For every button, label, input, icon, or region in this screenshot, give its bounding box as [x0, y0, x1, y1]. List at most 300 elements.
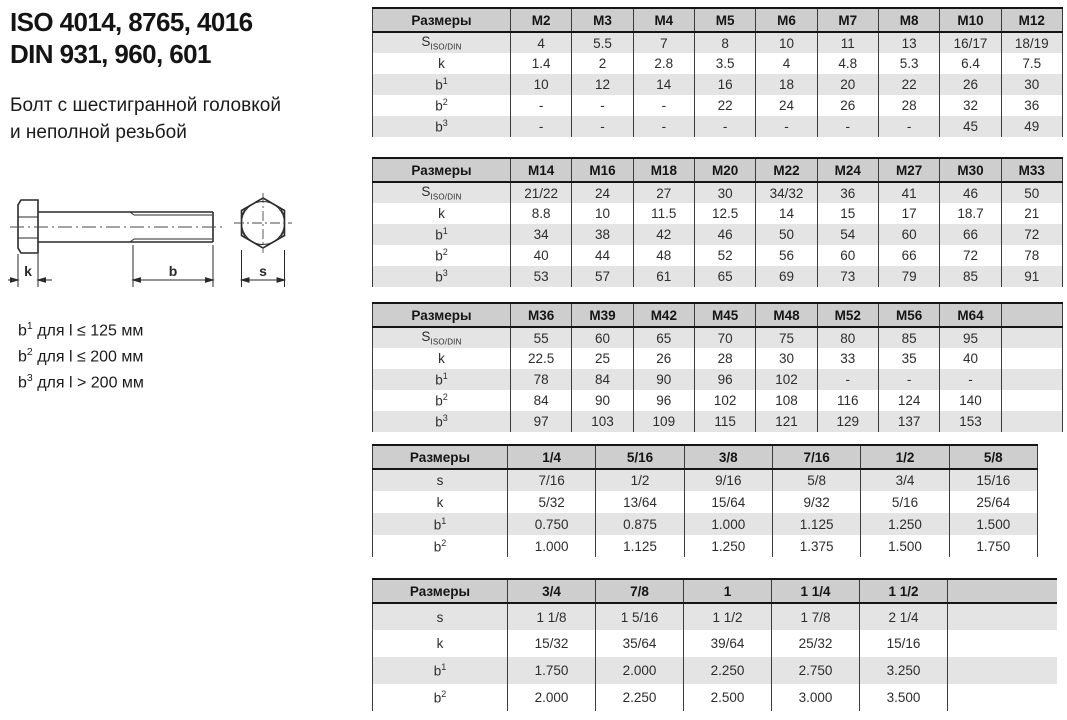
- value-cell: 73: [817, 266, 878, 287]
- size-column-header: M6: [756, 8, 817, 32]
- table-row: [373, 390, 1063, 411]
- metric-table-m2-m12: [372, 7, 1063, 137]
- table-row: [373, 513, 1038, 535]
- row-label: $b^1$: [373, 657, 508, 684]
- dimension-table: [372, 444, 1038, 557]
- size-column-header: M30: [940, 158, 1001, 182]
- size-column-header: M22: [756, 158, 817, 182]
- table-header-row: [373, 8, 1063, 32]
- dim-label-k: k: [24, 263, 32, 279]
- size-column-header: 5/16: [596, 445, 684, 469]
- value-cell: 24: [572, 182, 633, 203]
- dimension-table: [372, 7, 1063, 137]
- table-row: [373, 74, 1063, 95]
- din-standards-title: DIN 931, 960, 601: [10, 39, 211, 69]
- value-cell: 40: [511, 245, 572, 266]
- corner-header: Размеры: [373, 8, 511, 32]
- value-cell: 0.750: [508, 513, 596, 535]
- value-cell: 44: [572, 245, 633, 266]
- table-row: [373, 491, 1038, 513]
- value-cell: 52: [694, 245, 755, 266]
- table-row: [373, 266, 1063, 287]
- size-column-header: [948, 579, 1058, 603]
- value-cell: 60: [817, 245, 878, 266]
- value-cell: 96: [694, 369, 755, 390]
- table-header-row: [373, 579, 1058, 603]
- value-cell: 11: [817, 32, 878, 53]
- table-row: [373, 32, 1063, 53]
- value-cell: 28: [694, 348, 755, 369]
- dimension-k: [8, 254, 52, 287]
- corner-header: Размеры: [373, 158, 511, 182]
- value-cell: 42: [633, 224, 694, 245]
- inch-table-quarter-to-fiveeighths: [372, 444, 1038, 557]
- value-cell: 80: [817, 327, 878, 348]
- value-cell: 153: [940, 411, 1001, 432]
- value-cell: 25: [572, 348, 633, 369]
- value-cell: 1.750: [949, 535, 1037, 557]
- value-cell: 91: [1001, 266, 1062, 287]
- value-cell: 18: [756, 74, 817, 95]
- size-column-header: M18: [633, 158, 694, 182]
- value-cell: 3/4: [861, 469, 949, 491]
- value-cell: -: [756, 116, 817, 137]
- value-cell: 36: [817, 182, 878, 203]
- value-cell: 33: [817, 348, 878, 369]
- table-row: [373, 327, 1063, 348]
- value-cell: 27: [633, 182, 694, 203]
- value-cell: -: [572, 116, 633, 137]
- row-label: $b^2$: [373, 95, 511, 116]
- value-cell: 102: [756, 369, 817, 390]
- value-cell: 79: [878, 266, 939, 287]
- size-column-header: M12: [1001, 8, 1062, 32]
- value-cell: 2.8: [633, 53, 694, 74]
- thread-length-legend: [18, 316, 144, 393]
- value-cell: 1.4: [511, 53, 572, 74]
- size-column-header: 1: [684, 579, 772, 603]
- value-cell: 95: [940, 327, 1001, 348]
- value-cell: 70: [694, 327, 755, 348]
- value-cell: -: [694, 116, 755, 137]
- value-cell: 28: [878, 95, 939, 116]
- row-label: $S_{ISO/DIN}$: [373, 327, 511, 348]
- value-cell: 6.4: [940, 53, 1001, 74]
- value-cell: 3.000: [772, 684, 860, 711]
- row-label: $b^3$: [373, 116, 511, 137]
- value-cell: 22: [694, 95, 755, 116]
- value-cell: 22: [878, 74, 939, 95]
- value-cell: 60: [878, 224, 939, 245]
- hex-head-side-view: [18, 200, 38, 253]
- value-cell: -: [511, 116, 572, 137]
- value-cell: 2.750: [772, 657, 860, 684]
- value-cell: 53: [511, 266, 572, 287]
- table-row: [373, 411, 1063, 432]
- value-cell: 15: [817, 203, 878, 224]
- value-cell: 13: [878, 32, 939, 53]
- row-label: $b^1$: [373, 369, 511, 390]
- value-cell: 90: [633, 369, 694, 390]
- value-cell: 3.250: [860, 657, 948, 684]
- metric-table-m36-m64: [372, 302, 1063, 432]
- size-column-header: M5: [694, 8, 755, 32]
- empty-cell: [948, 630, 1058, 657]
- row-label: $S_{ISO/DIN}$: [373, 182, 511, 203]
- size-column-header: 1/4: [508, 445, 596, 469]
- value-cell: 129: [817, 411, 878, 432]
- table-row: [373, 95, 1063, 116]
- size-column-header: 7/8: [596, 579, 684, 603]
- inch-table-threequarter-to-oneandhalf: [372, 578, 1057, 711]
- value-cell: 17: [878, 203, 939, 224]
- value-cell: 3.500: [860, 684, 948, 711]
- value-cell: 8.8: [511, 203, 572, 224]
- table-row: [373, 369, 1063, 390]
- value-cell: 15/16: [949, 469, 1037, 491]
- size-column-header: M42: [633, 303, 694, 327]
- value-cell: 35/64: [596, 630, 684, 657]
- table-row: [373, 684, 1058, 711]
- empty-cell: [1001, 369, 1062, 390]
- size-column-header: M16: [572, 158, 633, 182]
- value-cell: 55: [511, 327, 572, 348]
- table-row: [373, 182, 1063, 203]
- value-cell: 35: [878, 348, 939, 369]
- value-cell: 1 7/8: [772, 603, 860, 630]
- row-label: k: [373, 203, 511, 224]
- value-cell: 7/16: [508, 469, 596, 491]
- value-cell: 109: [633, 411, 694, 432]
- size-column-header: M24: [817, 158, 878, 182]
- value-cell: -: [878, 369, 939, 390]
- value-cell: 9/16: [684, 469, 772, 491]
- size-column-header: 5/8: [949, 445, 1037, 469]
- value-cell: 65: [694, 266, 755, 287]
- value-cell: 16/17: [940, 32, 1001, 53]
- legend-line-b1: $b^1$ для l ≤ 125 мм: [18, 320, 144, 340]
- dimension-table: [372, 578, 1057, 711]
- value-cell: 21/22: [511, 182, 572, 203]
- value-cell: 26: [817, 95, 878, 116]
- value-cell: 32: [940, 95, 1001, 116]
- value-cell: 121: [756, 411, 817, 432]
- value-cell: 50: [756, 224, 817, 245]
- value-cell: 124: [878, 390, 939, 411]
- value-cell: -: [878, 116, 939, 137]
- value-cell: 5/16: [861, 491, 949, 513]
- value-cell: 45: [940, 116, 1001, 137]
- table-row: [373, 535, 1038, 557]
- value-cell: 5/8: [772, 469, 860, 491]
- value-cell: 66: [940, 224, 1001, 245]
- value-cell: 49: [1001, 116, 1062, 137]
- value-cell: 7: [633, 32, 694, 53]
- product-description: [10, 92, 281, 146]
- empty-cell: [1001, 327, 1062, 348]
- value-cell: 65: [633, 327, 694, 348]
- table-row: [373, 53, 1063, 74]
- row-label: k: [373, 630, 508, 657]
- size-column-header: 3/4: [508, 579, 596, 603]
- value-cell: 10: [756, 32, 817, 53]
- empty-cell: [948, 603, 1058, 630]
- table-row: [373, 603, 1058, 630]
- value-cell: 12: [572, 74, 633, 95]
- value-cell: 1.125: [596, 535, 684, 557]
- value-cell: 46: [940, 182, 1001, 203]
- value-cell: 4: [511, 32, 572, 53]
- legend-line-b3: $b^3$ для l > 200 мм: [18, 371, 144, 391]
- value-cell: 0.875: [596, 513, 684, 535]
- value-cell: 2 1/4: [860, 603, 948, 630]
- value-cell: 30: [694, 182, 755, 203]
- value-cell: 103: [572, 411, 633, 432]
- value-cell: 30: [756, 348, 817, 369]
- value-cell: 40: [940, 348, 1001, 369]
- row-label: s: [373, 469, 508, 491]
- value-cell: 38: [572, 224, 633, 245]
- size-column-header: M64: [940, 303, 1001, 327]
- table-row: [373, 657, 1058, 684]
- product-description-line2: и неполной резьбой: [10, 122, 187, 143]
- value-cell: 2.000: [508, 684, 596, 711]
- value-cell: 1.125: [772, 513, 860, 535]
- row-label: $b^1$: [373, 74, 511, 95]
- table-row: [373, 203, 1063, 224]
- value-cell: 15/16: [860, 630, 948, 657]
- value-cell: 30: [1001, 74, 1062, 95]
- value-cell: -: [633, 95, 694, 116]
- dim-label-s: s: [259, 263, 267, 279]
- value-cell: 10: [511, 74, 572, 95]
- value-cell: -: [511, 95, 572, 116]
- value-cell: 1 5/16: [596, 603, 684, 630]
- value-cell: 14: [756, 203, 817, 224]
- value-cell: 75: [756, 327, 817, 348]
- size-column-header: M33: [1001, 158, 1062, 182]
- value-cell: 5.3: [878, 53, 939, 74]
- value-cell: 57: [572, 266, 633, 287]
- value-cell: 97: [511, 411, 572, 432]
- iso-standards-title: ISO 4014, 8765, 4016: [10, 7, 253, 37]
- size-column-header: 1/2: [861, 445, 949, 469]
- value-cell: 11.5: [633, 203, 694, 224]
- value-cell: 7.5: [1001, 53, 1062, 74]
- value-cell: 1/2: [596, 469, 684, 491]
- value-cell: 25/32: [772, 630, 860, 657]
- size-column-header: M48: [756, 303, 817, 327]
- size-column-header: M7: [817, 8, 878, 32]
- table-row: [373, 630, 1058, 657]
- value-cell: 41: [878, 182, 939, 203]
- row-label: $b^1$: [373, 224, 511, 245]
- value-cell: 3.5: [694, 53, 755, 74]
- row-label: k: [373, 348, 511, 369]
- size-column-header: M20: [694, 158, 755, 182]
- value-cell: 96: [633, 390, 694, 411]
- value-cell: 39/64: [684, 630, 772, 657]
- value-cell: 46: [694, 224, 755, 245]
- row-label: $b^3$: [373, 266, 511, 287]
- size-column-header: M8: [878, 8, 939, 32]
- size-column-header: M14: [511, 158, 572, 182]
- dimension-b: [133, 245, 213, 287]
- metric-table-m14-m33: [372, 157, 1063, 287]
- value-cell: 26: [940, 74, 1001, 95]
- size-column-header: M10: [940, 8, 1001, 32]
- empty-cell: [1001, 390, 1062, 411]
- value-cell: 25/64: [949, 491, 1037, 513]
- row-label: k: [373, 491, 508, 513]
- size-column-header: M27: [878, 158, 939, 182]
- value-cell: -: [817, 369, 878, 390]
- value-cell: 34: [511, 224, 572, 245]
- corner-header: Размеры: [373, 579, 508, 603]
- value-cell: 16: [694, 74, 755, 95]
- row-label: $b^2$: [373, 535, 508, 557]
- value-cell: 60: [572, 327, 633, 348]
- row-label: $b^1$: [373, 513, 508, 535]
- value-cell: 22.5: [511, 348, 572, 369]
- row-label: $b^2$: [373, 390, 511, 411]
- legend-line-b2: $b^2$ для l ≤ 200 мм: [18, 345, 144, 366]
- value-cell: 10: [572, 203, 633, 224]
- value-cell: 5.5: [572, 32, 633, 53]
- value-cell: 13/64: [596, 491, 684, 513]
- value-cell: 4: [756, 53, 817, 74]
- standards-title-block: [10, 6, 252, 70]
- table-row: [373, 348, 1063, 369]
- value-cell: -: [940, 369, 1001, 390]
- value-cell: 1.000: [508, 535, 596, 557]
- value-cell: 85: [878, 327, 939, 348]
- table-header-row: [373, 303, 1063, 327]
- size-column-header: M45: [694, 303, 755, 327]
- empty-cell: [1001, 348, 1062, 369]
- value-cell: 1.000: [684, 513, 772, 535]
- value-cell: 1 1/2: [684, 603, 772, 630]
- value-cell: 2.500: [684, 684, 772, 711]
- value-cell: 72: [1001, 224, 1062, 245]
- table-row: [373, 469, 1038, 491]
- size-column-header: 7/16: [772, 445, 860, 469]
- value-cell: 14: [633, 74, 694, 95]
- value-cell: 66: [878, 245, 939, 266]
- value-cell: 115: [694, 411, 755, 432]
- size-column-header: 1 1/4: [772, 579, 860, 603]
- value-cell: -: [633, 116, 694, 137]
- value-cell: 12.5: [694, 203, 755, 224]
- table-row: [373, 245, 1063, 266]
- size-column-header: 3/8: [684, 445, 772, 469]
- bolt-drawing-svg: [8, 190, 368, 302]
- bolt-technical-drawing: [8, 190, 368, 307]
- value-cell: -: [817, 116, 878, 137]
- value-cell: 15/32: [508, 630, 596, 657]
- value-cell: 2.000: [596, 657, 684, 684]
- table-header-row: [373, 158, 1063, 182]
- corner-header: Размеры: [373, 445, 508, 469]
- size-column-header: M52: [817, 303, 878, 327]
- dimension-table: [372, 302, 1063, 432]
- size-column-header: M3: [572, 8, 633, 32]
- dim-label-b: b: [168, 263, 178, 279]
- value-cell: 18/19: [1001, 32, 1062, 53]
- value-cell: 1.500: [861, 535, 949, 557]
- value-cell: 2.250: [596, 684, 684, 711]
- row-label: k: [373, 53, 511, 74]
- value-cell: 1.375: [772, 535, 860, 557]
- value-cell: 26: [633, 348, 694, 369]
- dimension-s: [242, 250, 285, 287]
- value-cell: 116: [817, 390, 878, 411]
- empty-cell: [948, 684, 1058, 711]
- size-column-header: M4: [633, 8, 694, 32]
- value-cell: 1 1/8: [508, 603, 596, 630]
- size-column-header: M36: [511, 303, 572, 327]
- value-cell: 78: [1001, 245, 1062, 266]
- end-view-centerlines: [234, 193, 292, 253]
- value-cell: 108: [756, 390, 817, 411]
- value-cell: 36: [1001, 95, 1062, 116]
- table-header-row: [373, 445, 1038, 469]
- row-label: $b^2$: [373, 684, 508, 711]
- value-cell: 54: [817, 224, 878, 245]
- value-cell: 9/32: [772, 491, 860, 513]
- value-cell: 78: [511, 369, 572, 390]
- size-column-header: [1001, 303, 1062, 327]
- dimension-table: [372, 157, 1063, 287]
- row-label: $S_{ISO/DIN}$: [373, 32, 511, 53]
- size-column-header: M56: [878, 303, 939, 327]
- value-cell: 18.7: [940, 203, 1001, 224]
- row-label: $b^2$: [373, 245, 511, 266]
- value-cell: 4.8: [817, 53, 878, 74]
- value-cell: 56: [756, 245, 817, 266]
- value-cell: 24: [756, 95, 817, 116]
- table-row: [373, 116, 1063, 137]
- value-cell: 34/32: [756, 182, 817, 203]
- value-cell: 20: [817, 74, 878, 95]
- value-cell: 72: [940, 245, 1001, 266]
- value-cell: 61: [633, 266, 694, 287]
- empty-cell: [1001, 411, 1062, 432]
- size-column-header: M39: [572, 303, 633, 327]
- value-cell: 1.250: [861, 513, 949, 535]
- value-cell: 15/64: [684, 491, 772, 513]
- value-cell: 1.750: [508, 657, 596, 684]
- empty-cell: [948, 657, 1058, 684]
- value-cell: 137: [878, 411, 939, 432]
- value-cell: 102: [694, 390, 755, 411]
- value-cell: 90: [572, 390, 633, 411]
- value-cell: 2: [572, 53, 633, 74]
- value-cell: 69: [756, 266, 817, 287]
- row-label: s: [373, 603, 508, 630]
- value-cell: 1.500: [949, 513, 1037, 535]
- table-row: [373, 224, 1063, 245]
- value-cell: 50: [1001, 182, 1062, 203]
- value-cell: -: [572, 95, 633, 116]
- size-column-header: M2: [511, 8, 572, 32]
- value-cell: 2.250: [684, 657, 772, 684]
- value-cell: 85: [940, 266, 1001, 287]
- row-label: $b^3$: [373, 411, 511, 432]
- value-cell: 21: [1001, 203, 1062, 224]
- value-cell: 140: [940, 390, 1001, 411]
- value-cell: 84: [572, 369, 633, 390]
